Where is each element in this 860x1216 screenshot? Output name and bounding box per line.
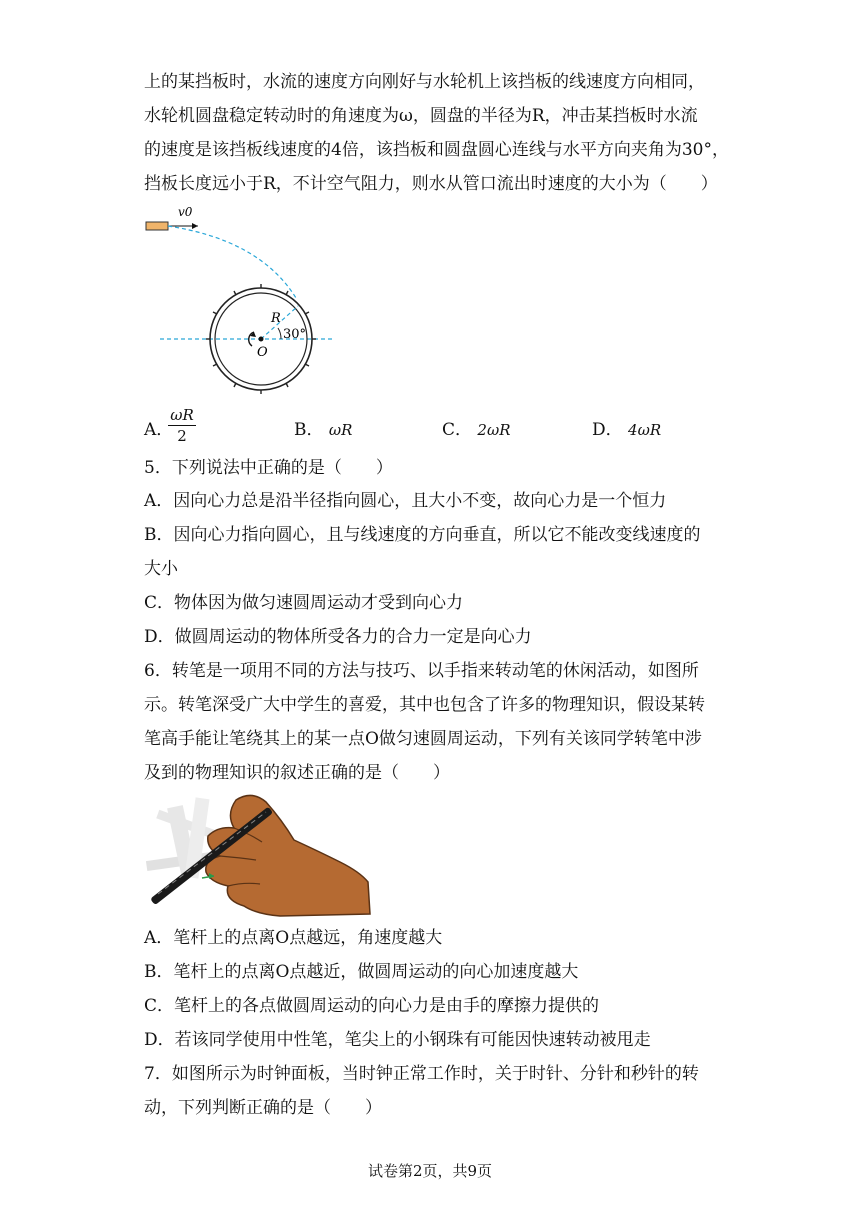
- q4-option-a-fraction: [168, 405, 196, 446]
- q4-options: [144, 405, 704, 449]
- v0-label: v0: [178, 205, 193, 219]
- pen-spinning-figure: [144, 790, 384, 920]
- page-footer: 试卷第2页，共9页: [367, 1162, 493, 1180]
- q5-option-d[interactable]: D．做圆周运动的物体所受各力的合力一定是向心力: [144, 627, 532, 647]
- q4-text-line-4: 挡板长度远小于R，不计空气阻力，则水从管口流出时速度的大小为（ ）: [144, 174, 718, 194]
- option-letter: A．: [144, 420, 174, 440]
- q4-text-line-3: 的速度是该挡板线速度的4倍，该挡板和圆盘圆心连线与水平方向夹角为30°，: [144, 140, 729, 160]
- q4-text-line-1: 上的某挡板时，水流的速度方向刚好与水轮机上该挡板的线速度方向相同，: [144, 72, 705, 92]
- water-pipe: [146, 222, 168, 230]
- water-trajectory: [168, 226, 296, 298]
- o-label: O: [257, 345, 268, 360]
- q6-option-a[interactable]: A．笔杆上的点离O点越远，角速度越大: [144, 928, 443, 948]
- q6-stem-line-2: 示。转笔深受广大中学生的喜爱，其中也包含了许多的物理知识，假设某转: [144, 695, 705, 715]
- option-letter: D．: [592, 420, 623, 440]
- option-letter: C．: [442, 420, 473, 440]
- fraction-numerator: ωR: [168, 405, 196, 426]
- q6-stem-line-1: 6．转笔是一项用不同的方法与技巧、以手指来转动笔的休闲活动，如图所: [144, 661, 699, 681]
- q4-option-c[interactable]: [442, 415, 511, 440]
- q6-option-d[interactable]: D．若该同学使用中性笔，笔尖上的小钢珠有可能因快速转动被甩走: [144, 1030, 651, 1050]
- q5-option-c[interactable]: C．物体因为做匀速圆周运动才受到向心力: [144, 593, 464, 613]
- option-value: 4ωR: [628, 421, 662, 439]
- q4-text-line-2: 水轮机圆盘稳定转动时的角速度为ω，圆盘的半径为R，冲击某挡板时水流: [144, 106, 698, 126]
- q5-option-b[interactable]: B．因向心力指向圆心，且与线速度的方向垂直，所以它不能改变线速度的: [144, 525, 701, 545]
- center-point: [259, 337, 264, 342]
- r-label: R: [271, 311, 281, 326]
- q6-stem-line-3: 笔高手能让笔绕其上的某一点O做匀速圆周运动，下列有关该同学转笔中涉: [144, 729, 702, 749]
- q6-stem-line-4: 及到的物理知识的叙述正确的是（ ）: [144, 763, 450, 783]
- option-value: ωR: [328, 421, 353, 439]
- q6-option-c[interactable]: C．笔杆上的各点做圆周运动的向心力是由手的摩擦力提供的: [144, 996, 600, 1016]
- q4-option-b[interactable]: [294, 415, 352, 440]
- water-wheel-figure: [140, 200, 350, 400]
- q5-stem: 5．下列说法中正确的是（ ）: [144, 458, 393, 478]
- q7-stem-line-1: 7．如图所示为时钟面板，当时钟正常工作时，关于时针、分针和秒针的转: [144, 1064, 699, 1084]
- q6-option-b[interactable]: B．笔杆上的点离O点越近，做圆周运动的向心加速度越大: [144, 962, 579, 982]
- option-letter: B．: [294, 420, 324, 440]
- hand: [206, 795, 370, 916]
- fraction-denominator: 2: [177, 427, 187, 445]
- q7-stem-line-2: 动，下列判断正确的是（ ）: [144, 1098, 382, 1118]
- angle-label: 30°: [283, 327, 307, 342]
- q5-option-a[interactable]: A．因向心力总是沿半径指向圆心，且大小不变，故向心力是一个恒力: [144, 491, 667, 511]
- q4-option-d[interactable]: [592, 415, 661, 440]
- q5-option-b-continued: 大小: [144, 559, 178, 579]
- angle-arc: [278, 328, 281, 339]
- option-value: 2ωR: [477, 421, 511, 439]
